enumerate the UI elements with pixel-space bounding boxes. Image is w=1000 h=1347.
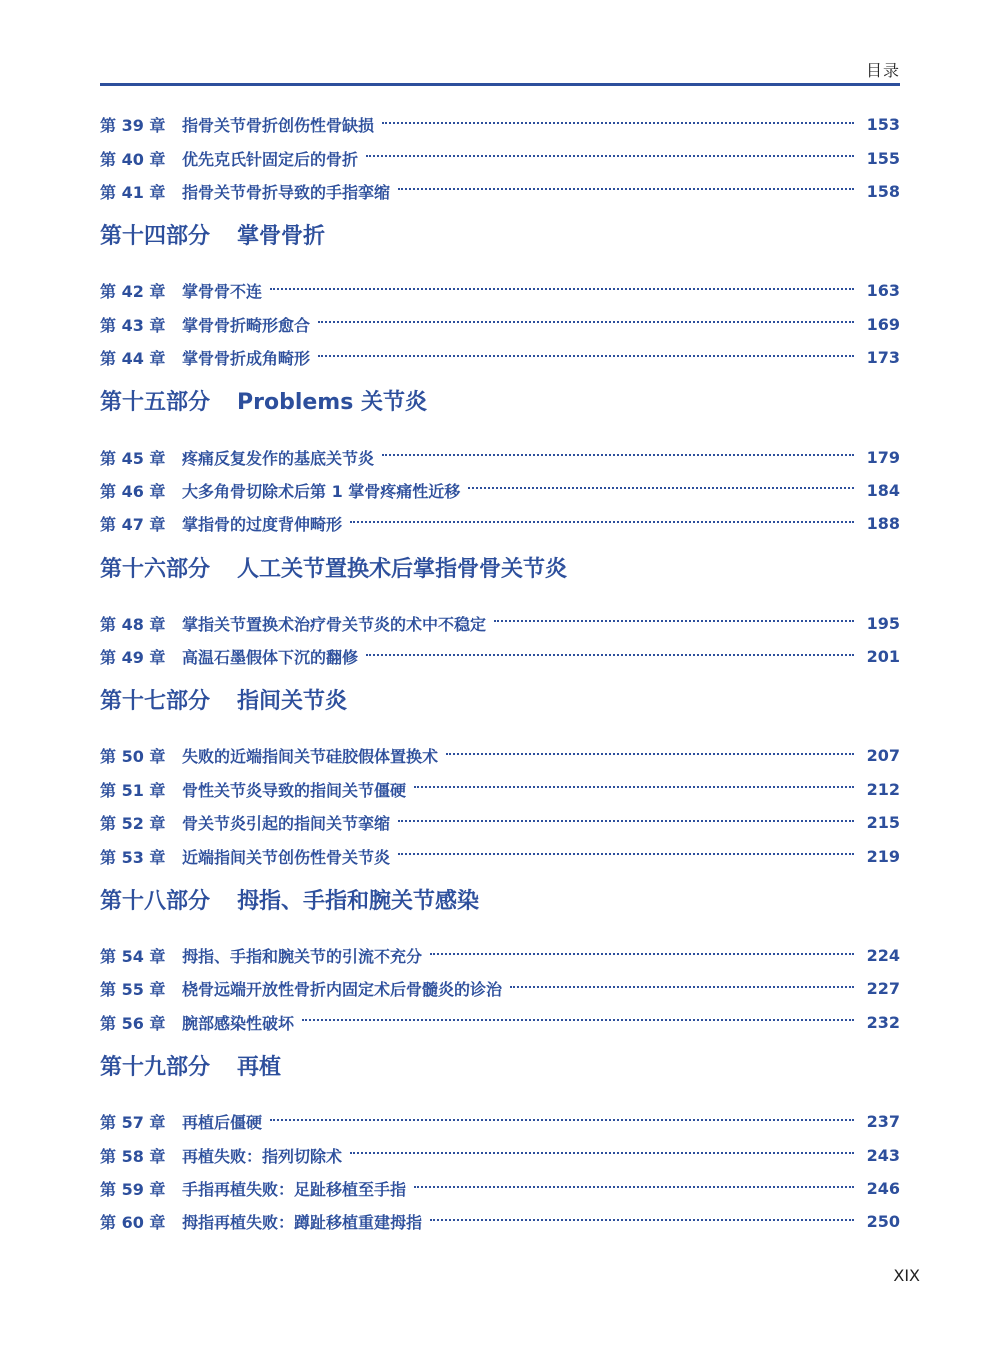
chapter-title: 疼痛反复发作的基底关节炎 bbox=[182, 448, 375, 468]
chapter-page: 243 bbox=[866, 1145, 900, 1165]
part-title: 掌骨骨折 bbox=[237, 224, 326, 250]
toc-entry[interactable] bbox=[100, 839, 900, 872]
dot-leader bbox=[350, 1152, 854, 1154]
toc-entry[interactable] bbox=[100, 474, 900, 507]
toc-content bbox=[100, 108, 900, 1239]
chapter-number: 第 39 章 bbox=[100, 116, 166, 136]
chapter-number: 第 55 章 bbox=[100, 980, 166, 1000]
chapter-title: 再植后僵硬 bbox=[182, 1113, 263, 1133]
chapter-title: 拇指、手指和腕关节的引流不充分 bbox=[182, 947, 423, 967]
chapter-page: 155 bbox=[866, 148, 900, 168]
chapter-page: 158 bbox=[866, 181, 900, 201]
part-number: 第十七部分 bbox=[100, 689, 211, 715]
chapter-page: 237 bbox=[866, 1112, 900, 1132]
chapter-number: 第 49 章 bbox=[100, 648, 166, 668]
dot-leader bbox=[350, 521, 854, 523]
chapter-number: 第 41 章 bbox=[100, 182, 166, 202]
part-title: 人工关节置换术后掌指骨骨关节炎 bbox=[237, 556, 568, 582]
chapter-page: 215 bbox=[866, 813, 900, 833]
chapter-page: 224 bbox=[866, 946, 900, 966]
chapter-page: 201 bbox=[866, 647, 900, 667]
chapter-page: 163 bbox=[866, 281, 900, 301]
part-title: Problems 关节炎 bbox=[237, 390, 427, 416]
chapter-title: 掌骨骨折畸形愈合 bbox=[182, 315, 311, 335]
toc-entry[interactable] bbox=[100, 108, 900, 141]
part-heading bbox=[100, 541, 900, 607]
dot-leader bbox=[446, 753, 854, 755]
toc-entry[interactable] bbox=[100, 440, 900, 473]
chapter-title: 高温石墨假体下沉的翻修 bbox=[182, 648, 359, 668]
chapter-page: 246 bbox=[866, 1179, 900, 1198]
part-title: 指间关节炎 bbox=[237, 689, 348, 715]
chapter-number: 第 60 章 bbox=[100, 1213, 166, 1233]
dot-leader bbox=[398, 188, 854, 190]
chapter-title: 掌指关节置换术治疗骨关节炎的术中不稳定 bbox=[182, 614, 487, 634]
dot-leader bbox=[302, 1019, 854, 1021]
chapter-number: 第 50 章 bbox=[100, 747, 166, 767]
header-rule bbox=[100, 83, 900, 86]
dot-leader bbox=[318, 355, 854, 357]
dot-leader bbox=[430, 953, 854, 955]
dot-leader bbox=[414, 786, 854, 788]
toc-entry[interactable] bbox=[100, 175, 900, 208]
dot-leader bbox=[382, 454, 854, 456]
chapter-title: 腕部感染性破坏 bbox=[182, 1013, 295, 1033]
part-number: 第十八部分 bbox=[100, 888, 211, 914]
dot-leader bbox=[398, 820, 854, 822]
chapter-page: 250 bbox=[866, 1212, 900, 1232]
part-heading bbox=[100, 873, 900, 939]
chapter-number: 第 53 章 bbox=[100, 847, 166, 867]
chapter-number: 第 56 章 bbox=[100, 1013, 166, 1033]
chapter-title: 掌指骨的过度背伸畸形 bbox=[182, 515, 343, 535]
dot-leader bbox=[398, 853, 854, 855]
chapter-page: 184 bbox=[866, 480, 900, 500]
chapter-title: 指骨关节骨折导致的手指挛缩 bbox=[182, 182, 391, 202]
dot-leader bbox=[414, 1186, 854, 1188]
chapter-title: 近端指间关节创伤性骨关节炎 bbox=[182, 847, 391, 867]
dot-leader bbox=[366, 155, 854, 157]
chapter-title: 桡骨远端开放性骨折内固定术后骨髓炎的诊治 bbox=[182, 980, 503, 1000]
part-heading bbox=[100, 374, 900, 440]
part-heading bbox=[100, 1039, 900, 1105]
toc-entry[interactable] bbox=[100, 308, 900, 341]
chapter-title: 掌骨骨不连 bbox=[182, 282, 263, 302]
chapter-number: 第 52 章 bbox=[100, 814, 166, 834]
toc-entry[interactable] bbox=[100, 773, 900, 806]
dot-leader bbox=[270, 288, 854, 290]
page-number: XIX bbox=[893, 1266, 920, 1285]
chapter-title: 大多角骨切除术后第 1 掌骨疼痛性近移 bbox=[182, 481, 461, 501]
dot-leader bbox=[494, 620, 854, 622]
chapter-number: 第 46 章 bbox=[100, 481, 166, 501]
toc-section bbox=[100, 673, 900, 873]
chapter-title: 优先克氏针固定后的骨折 bbox=[182, 149, 359, 169]
chapter-page: 173 bbox=[866, 348, 900, 368]
toc-entry[interactable] bbox=[100, 939, 900, 972]
chapter-page: 188 bbox=[866, 514, 900, 534]
chapter-page: 207 bbox=[866, 746, 900, 766]
chapter-number: 第 47 章 bbox=[100, 515, 166, 535]
dot-leader bbox=[318, 321, 854, 323]
chapter-number: 第 54 章 bbox=[100, 947, 166, 967]
chapter-title: 拇指再植失败：蹲趾移植重建拇指 bbox=[182, 1213, 423, 1233]
chapter-number: 第 44 章 bbox=[100, 349, 166, 369]
dot-leader bbox=[382, 122, 854, 124]
chapter-number: 第 48 章 bbox=[100, 614, 166, 634]
toc-entry[interactable] bbox=[100, 1138, 900, 1171]
running-header-title: 目录 bbox=[865, 61, 900, 80]
chapter-number: 第 57 章 bbox=[100, 1113, 166, 1133]
toc-section bbox=[100, 374, 900, 540]
chapter-title: 骨性关节炎导致的指间关节僵硬 bbox=[182, 780, 407, 800]
toc-section bbox=[100, 541, 900, 674]
chapter-title: 掌骨骨折成角畸形 bbox=[182, 349, 311, 369]
chapter-page: 179 bbox=[866, 447, 900, 467]
dot-leader bbox=[430, 1219, 854, 1221]
toc-section bbox=[100, 873, 900, 1039]
toc-entry[interactable] bbox=[100, 1105, 900, 1138]
toc-entry[interactable] bbox=[100, 1205, 900, 1238]
chapter-title: 骨关节炎引起的指间关节挛缩 bbox=[182, 814, 391, 834]
toc-entry[interactable] bbox=[100, 806, 900, 839]
chapter-number: 第 51 章 bbox=[100, 780, 166, 800]
toc-entry[interactable] bbox=[100, 739, 900, 772]
chapter-page: 212 bbox=[866, 779, 900, 799]
chapter-page: 232 bbox=[866, 1012, 900, 1032]
toc-entry[interactable] bbox=[100, 507, 900, 540]
chapter-title: 失败的近端指间关节硅胶假体置换术 bbox=[182, 747, 439, 767]
toc-entry[interactable] bbox=[100, 274, 900, 307]
part-number: 第十五部分 bbox=[100, 390, 211, 416]
part-number: 第十六部分 bbox=[100, 556, 211, 582]
chapter-number: 第 42 章 bbox=[100, 282, 166, 302]
toc-entry[interactable] bbox=[100, 141, 900, 174]
dot-leader bbox=[366, 654, 854, 656]
toc-entry[interactable] bbox=[100, 607, 900, 640]
toc-section bbox=[100, 108, 900, 208]
chapter-number: 第 59 章 bbox=[100, 1180, 166, 1199]
chapter-page: 153 bbox=[866, 115, 900, 135]
part-number: 第十四部分 bbox=[100, 224, 211, 250]
toc-entry[interactable] bbox=[100, 1006, 900, 1039]
chapter-page: 227 bbox=[866, 979, 900, 999]
chapter-page: 219 bbox=[866, 846, 900, 866]
toc-entry[interactable] bbox=[100, 1172, 900, 1205]
toc-entry[interactable] bbox=[100, 640, 900, 673]
part-heading bbox=[100, 673, 900, 739]
chapter-title: 指骨关节骨折创伤性骨缺损 bbox=[182, 116, 375, 136]
dot-leader bbox=[468, 487, 854, 489]
part-heading bbox=[100, 208, 900, 274]
toc-entry[interactable] bbox=[100, 972, 900, 1005]
part-title: 拇指、手指和腕关节感染 bbox=[237, 888, 480, 914]
part-number: 第十九部分 bbox=[100, 1055, 211, 1081]
chapter-page: 195 bbox=[866, 613, 900, 633]
chapter-page: 169 bbox=[866, 314, 900, 334]
chapter-number: 第 43 章 bbox=[100, 315, 166, 335]
chapter-number: 第 58 章 bbox=[100, 1146, 166, 1166]
toc-section bbox=[100, 208, 900, 374]
chapter-number: 第 45 章 bbox=[100, 448, 166, 468]
toc-entry[interactable] bbox=[100, 341, 900, 374]
toc-section bbox=[100, 1039, 900, 1239]
chapter-title: 手指再植失败：足趾移植至手指 bbox=[182, 1180, 407, 1199]
chapter-title: 再植失败：指列切除术 bbox=[182, 1146, 343, 1166]
dot-leader bbox=[510, 986, 854, 988]
chapter-number: 第 40 章 bbox=[100, 149, 166, 169]
part-title: 再植 bbox=[237, 1055, 282, 1081]
dot-leader bbox=[270, 1119, 854, 1121]
